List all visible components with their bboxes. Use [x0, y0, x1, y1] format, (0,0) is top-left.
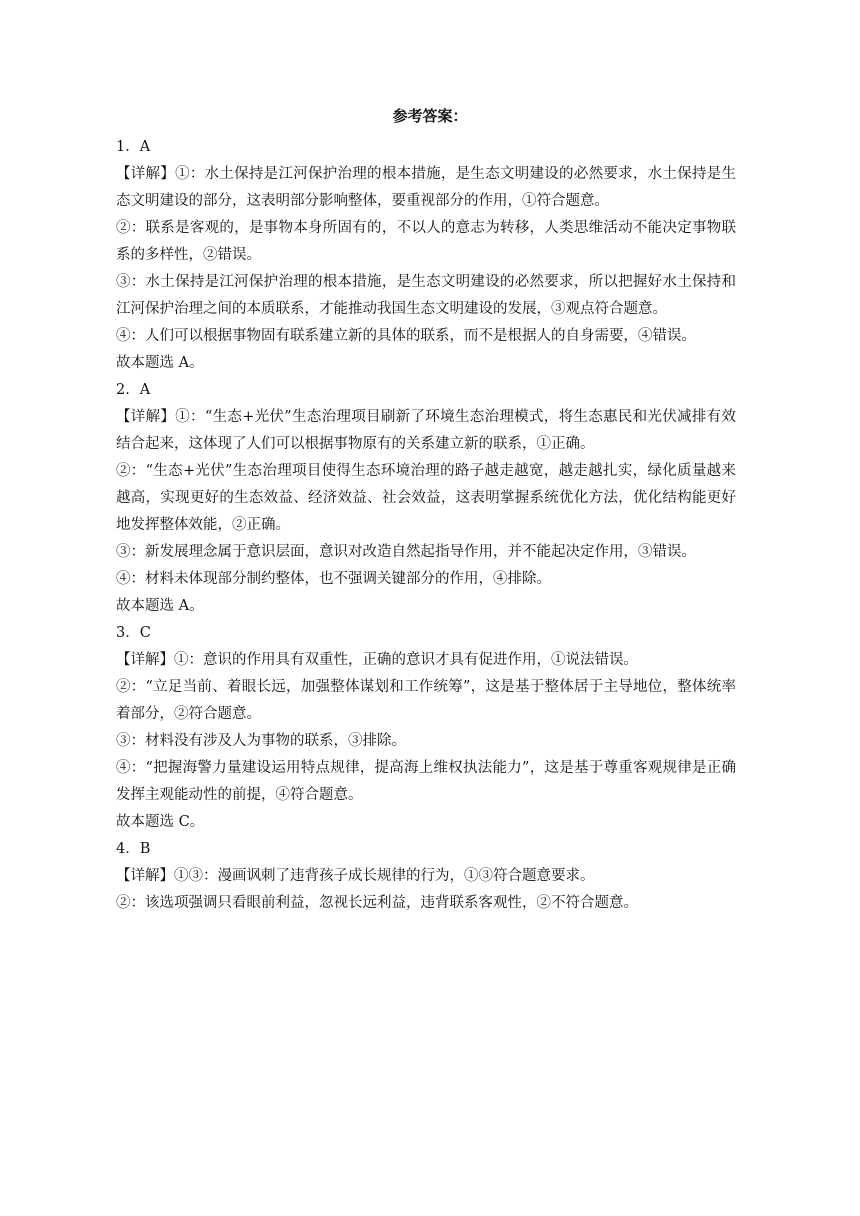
question-2-line-3: ③：新发展理念属于意识层面，意识对改造自然起指导作用，并不能起决定作用，③错误。 [116, 544, 696, 560]
question-4-line-2: ②：该选项强调只看眼前利益，忽视长远利益，违背联系客观性，②不符合题意。 [116, 895, 638, 911]
question-3-line-4: ④：“把握海警力量建设运用特点规律，提高海上维权执法能力”，这是基于尊重客观规律是正确发挥主观能动性的前提，④符合题意。 [116, 760, 736, 803]
page-title: 参考答案： [392, 107, 468, 125]
question-2-line-1: 【详解】①：“生态+光伏”生态治理项目刷新了环境生态治理模式，将生态惠民和光伏减排有效结合起来，这体现了人们可以根据事物原有的关系建立新的联系，①正确。 [116, 409, 736, 452]
question-4-line-1: 【详解】①③：漫画讽刺了违背孩子成长规律的行为，①③符合题意要求。 [116, 868, 595, 884]
question-3-line-3: ③：材料没有涉及人为事物的联系，③排除。 [116, 733, 406, 749]
question-1-line-1: 【详解】①：水土保持是江河保护治理的根本措施，是生态文明建设的必然要求，水土保持是生态文明建设的部分，这表明部分影响整体，要重视部分的作用，①符合题意。 [116, 166, 736, 209]
question-2-line-4: ④：材料未体现部分制约整体，也不强调关键部分的作用，④排除。 [116, 571, 551, 587]
question-3-conclusion: 故本题选 C。 [116, 814, 205, 830]
question-2-number: 2．A [116, 382, 151, 398]
question-1-line-4: ④：人们可以根据事物固有联系建立新的具体的联系，而不是根据人的自身需要，④错误。 [116, 328, 696, 344]
question-1-line-2: ②：联系是客观的，是事物本身所固有的，不以人的意志为转移，人类思维活动不能决定事物联系的多样性，②错误。 [116, 220, 736, 263]
question-1-conclusion: 故本题选 A。 [116, 355, 204, 371]
question-2-line-2: ②：“生态+光伏”生态治理项目使得生态环境治理的路子越走越宽，越走越扎实，绿化质量越来越高，实现更好的生态效益、经济效益、社会效益，这表明掌握系统优化方法，优化结构能更好地发挥整体效能，②正确。 [116, 463, 736, 533]
question-1-number: 1．A [116, 139, 151, 155]
question-1-line-3: ③：水土保持是江河保护治理的根本措施，是生态文明建设的必然要求，所以把握好水土保持和江河保护治理之间的本质联系，才能推动我国生态文明建设的发展，③观点符合题意。 [116, 274, 736, 317]
question-4-number: 4．B [116, 841, 151, 857]
question-3-line-1: 【详解】①：意识的作用具有双重性，正确的意识才具有促进作用，①说法错误。 [116, 652, 638, 668]
question-3-line-2: ②：“立足当前、着眼长远，加强整体谋划和工作统筹”，这是基于整体居于主导地位，整体统率着部分，②符合题意。 [116, 679, 736, 722]
question-3-number: 3．C [116, 625, 151, 641]
question-2-conclusion: 故本题选 A。 [116, 598, 204, 614]
answer-content [116, 134, 736, 917]
